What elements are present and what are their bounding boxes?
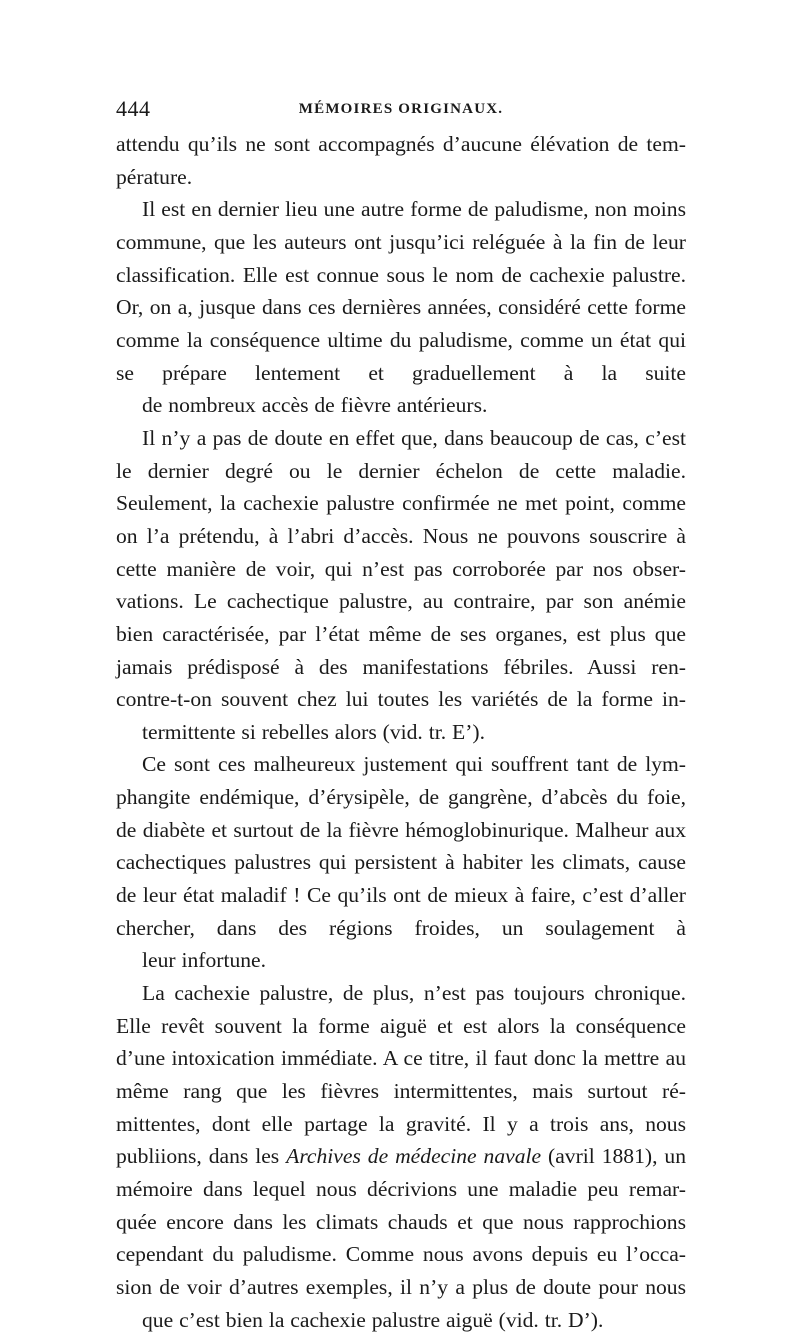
body-text	[116, 128, 686, 1336]
paragraph-text: Ce sont ces malheureux justement qui souffrent tant de lym- phangite endémique, d’érysipèle, de gangrène, d’abcès du foie, de diabète et surtout de la fièvre hémoglobinurique. Malheur aux cachectiques palustres qui persistent à habiter les climats, cause de leur état maladif ! Ce qu’ils ont de mieux à faire, c’est d’aller chercher, dans des régions froides, un soulagement à	[116, 752, 686, 940]
page-header	[116, 92, 686, 126]
paragraph-last-line: que c’est bien la cachexie palustre aiguë (vid. tr. D’).	[142, 1307, 604, 1332]
paragraph-last-line: termittente si rebelles alors (vid. tr. E’).	[142, 719, 485, 744]
paragraph	[116, 128, 686, 193]
paragraph	[116, 422, 686, 749]
paragraph	[116, 977, 686, 1336]
paragraph	[116, 748, 686, 977]
paragraph-text: (avril 1881), un mémoire dans lequel nous décrivions une maladie peu remar- quée encore dans les climats chauds et que nous rapprochions cependant du paludisme. Comme nous avons depuis eu l’occa- sion de voir d’autres exemples, il n’y a plus de doute pour nous	[116, 1144, 686, 1299]
paragraph	[116, 193, 686, 422]
paragraph-text: Il est en dernier lieu une autre forme de paludisme, non moins commune, que les auteurs ont jusqu’ici reléguée à la fin de leur classification. Elle est connue sous le nom de cachexie palustre. Or, on a, jusque dans ces dernières années, considéré cette forme comme la conséquence ultime du paludisme, comme un état qui se prépare lentement et graduellement à la suite	[116, 197, 686, 385]
page-number: 444	[116, 96, 151, 121]
paragraph-text: attendu qu’ils ne sont accompagnés d’aucune élévation de tem-	[116, 132, 686, 156]
journal-title: Archives de médecine navale	[286, 1144, 542, 1169]
paragraph-last-line: pérature.	[116, 164, 193, 189]
paragraph-text: La cachexie palustre, de plus, n’est pas toujours chronique. Elle revêt souvent la forme aiguë et est alors la conséquence d’une intoxication immédiate. A ce titre, il faut donc la mettre au même rang que les fièvres intermittentes, mais surtout ré- mittentes, dont elle partage la gravité. Il y a trois ans, nous publiions, dans les	[116, 981, 686, 1169]
paragraph-last-line: de nombreux accès de fièvre antérieurs.	[142, 393, 488, 418]
paragraph-text: Il n’y a pas de doute en effet que, dans beaucoup de cas, c’est le dernier degré ou le dernier échelon de cette maladie. Seulement, la cachexie palustre confirmée ne met point, comme on l’a prétendu, à l’abri d’accès. Nous ne pouvons souscrire à cette manière de voir, qui n’est pas corroborée par nos obser- vations. Le cachectique palustre, au contraire, par son anémie bien caractérisée, par l’état même de ses organes, est plus que jamais prédisposé à des manifestations fébriles. Aussi ren- contre-t-on souvent chez lui toutes les variétés de la forme in-	[116, 425, 686, 712]
paragraph-last-line: leur infortune.	[142, 948, 267, 973]
running-head: MÉMOIRES ORIGINAUX.	[298, 101, 504, 117]
